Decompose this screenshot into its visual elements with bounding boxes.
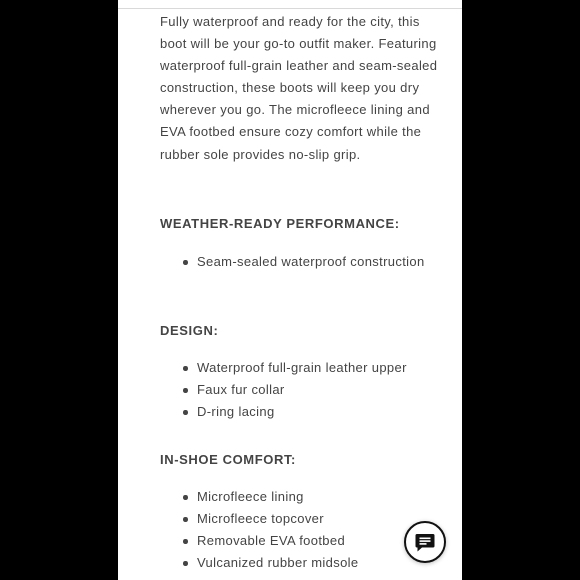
- list-item: Microfleece topcover: [197, 508, 437, 530]
- list-item: Waterproof full-grain leather upper: [197, 357, 437, 379]
- comfort-features-list: [160, 486, 437, 574]
- list-item: Removable EVA footbed: [197, 530, 437, 552]
- section-heading-design: DESIGN:: [160, 323, 219, 338]
- list-item: D-ring lacing: [197, 401, 437, 423]
- list-item: Faux fur collar: [197, 379, 437, 401]
- weather-features-list: [160, 251, 437, 273]
- top-bar-remnant: [118, 0, 462, 9]
- product-description: Fully waterproof and ready for the city, this boot will be your go-to outfit maker. Featuring waterproof full-grain leather and seam-sealed construction, these boots will keep you dry wherever you go. The microfleece lining and EVA footbed ensure cozy comfort while the rubber sole provides no-slip grip.: [160, 14, 438, 162]
- product-description-page: [118, 0, 462, 580]
- list-item: Vulcanized rubber midsole: [197, 552, 437, 574]
- chat-button[interactable]: [404, 521, 446, 563]
- section-heading-weather: WEATHER-READY PERFORMANCE:: [160, 216, 400, 231]
- design-features-list: [160, 357, 437, 423]
- section-heading-comfort: IN-SHOE COMFORT:: [160, 452, 296, 467]
- list-item: Seam-sealed waterproof construction: [197, 251, 437, 273]
- list-item: Microfleece lining: [197, 486, 437, 508]
- chat-icon: [414, 531, 436, 553]
